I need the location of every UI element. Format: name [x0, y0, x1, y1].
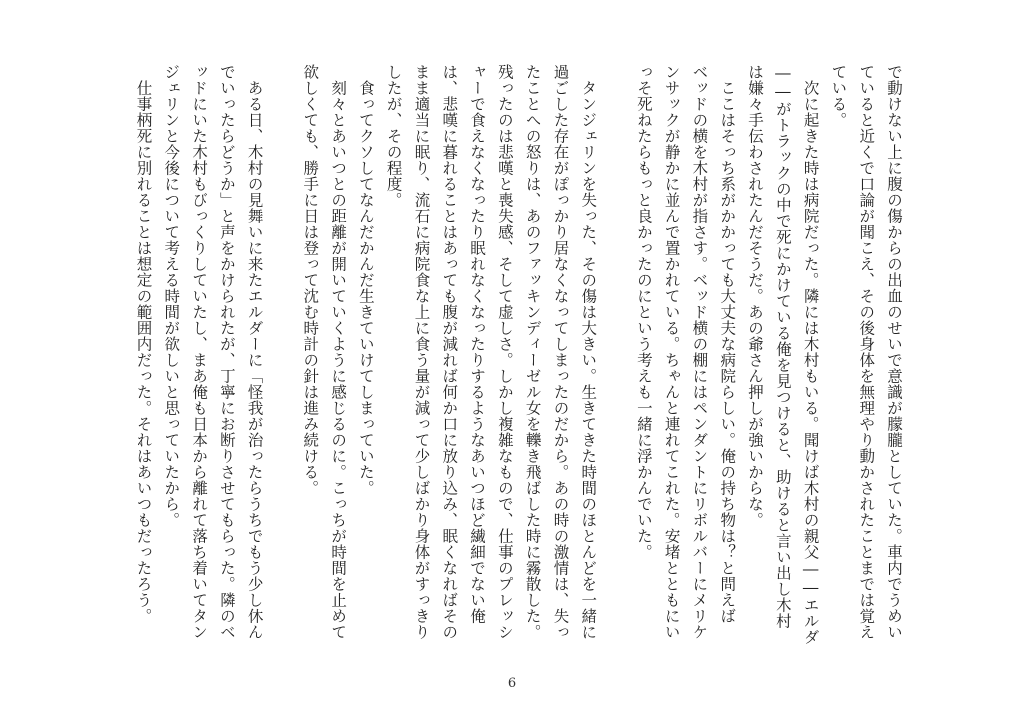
text-line: は嫌々手伝わされたんだそうだ。あの爺さん押しが強いからな。: [746, 64, 765, 528]
text-line: っそ死ねたらもっと良かったのにという考えも一緒に浮かんでいた。: [634, 64, 653, 560]
text-line: ャーで食えなくなったり眠れなくなったりするようなあいつほど繊細でない俺: [468, 64, 487, 624]
text-line: 仕事柄死に別れることは想定の範囲内だった。それはあいつもだったろう。: [134, 64, 153, 624]
page-number: 6: [507, 676, 517, 691]
text-line: 刻々とあいつとの距離が開いていくように感じるのに。こっちが時間を止めて: [329, 64, 348, 640]
text-line: ッドにいた木村もびっくりしていたし、まあ俺も日本から離れて落ち着いてタン: [190, 64, 209, 640]
text-line: でいったらどうか」と声をかけられたが、丁寧にお断りさせてもらった。隣のベ: [217, 64, 236, 640]
text-line: ジェリンと今後について考える時間が欲しいと思っていたから。: [162, 64, 181, 528]
paragraph-break: [270, 64, 294, 649]
vertical-text-body: [131, 64, 906, 649]
text-line: 残ったのは悲嘆と喪失感、そして虚しさ。しかし複雑なもので、仕事のプレッシ: [495, 64, 514, 640]
text-line: ――がトラックの中で死にかけている俺を見つけると、助けると言い出し木村: [773, 64, 792, 629]
text-line: ンサックが静かに並んで置かれている。ちゃんと連れてこれた。安堵とともにい: [662, 64, 681, 640]
text-line: ている。: [829, 64, 848, 128]
text-line: ここはそっち系がかかっても大丈夫な病院らしい。俺の持ち物は？と問えば: [718, 64, 737, 624]
paragraph-break: [604, 64, 628, 649]
text-line: で動けない上に腹の傷からの出血のせいで意識が朦朧としていた。車内でうめい: [885, 64, 903, 640]
text-line: ていると近くで口論が聞こえ、その後身体を無理やり動かされたことまでは覚え: [857, 64, 876, 640]
text-line: たことへの怒りは、あのファッキンディーゼル女を轢き飛ばした時に霧散した。: [523, 64, 542, 640]
text-line: 欲しくても、勝手に日は登って沈む時計の針は進み続ける。: [301, 64, 320, 496]
text-line: 食ってクソしてなんだかんだ生きていけてしまっていた。: [356, 64, 375, 496]
text-line: ベッドの横を木村が指さす。ベッド横の棚にはペンダントにリボルバーにメリケ: [690, 64, 709, 640]
text-line: したが、その程度。: [384, 64, 403, 208]
text-line: タンジェリンを失った、その傷は大きい。生きてきた時間のほとんどを一緒に: [579, 64, 598, 640]
text-line: ある日、木村の見舞いに来たエルダーに「怪我が治ったらうちでもう少し休ん: [245, 64, 264, 640]
text-line: 過ごした存在がぽっかり居なくなってしまったのだから。あの時の激情は、失っ: [551, 64, 570, 640]
text-line: まま適当に眠り、流石に病院食な上に食う量が減って少しばかり身体がすっきり: [412, 64, 431, 640]
text-line: 次に起きた時は病院だった。隣には木村もいる。聞けば木村の親父――エルダ: [801, 64, 820, 645]
text-line: は、悲嘆に暮れることはあっても腹が減れば何か口に放り込み、眠くなればその: [440, 64, 459, 640]
